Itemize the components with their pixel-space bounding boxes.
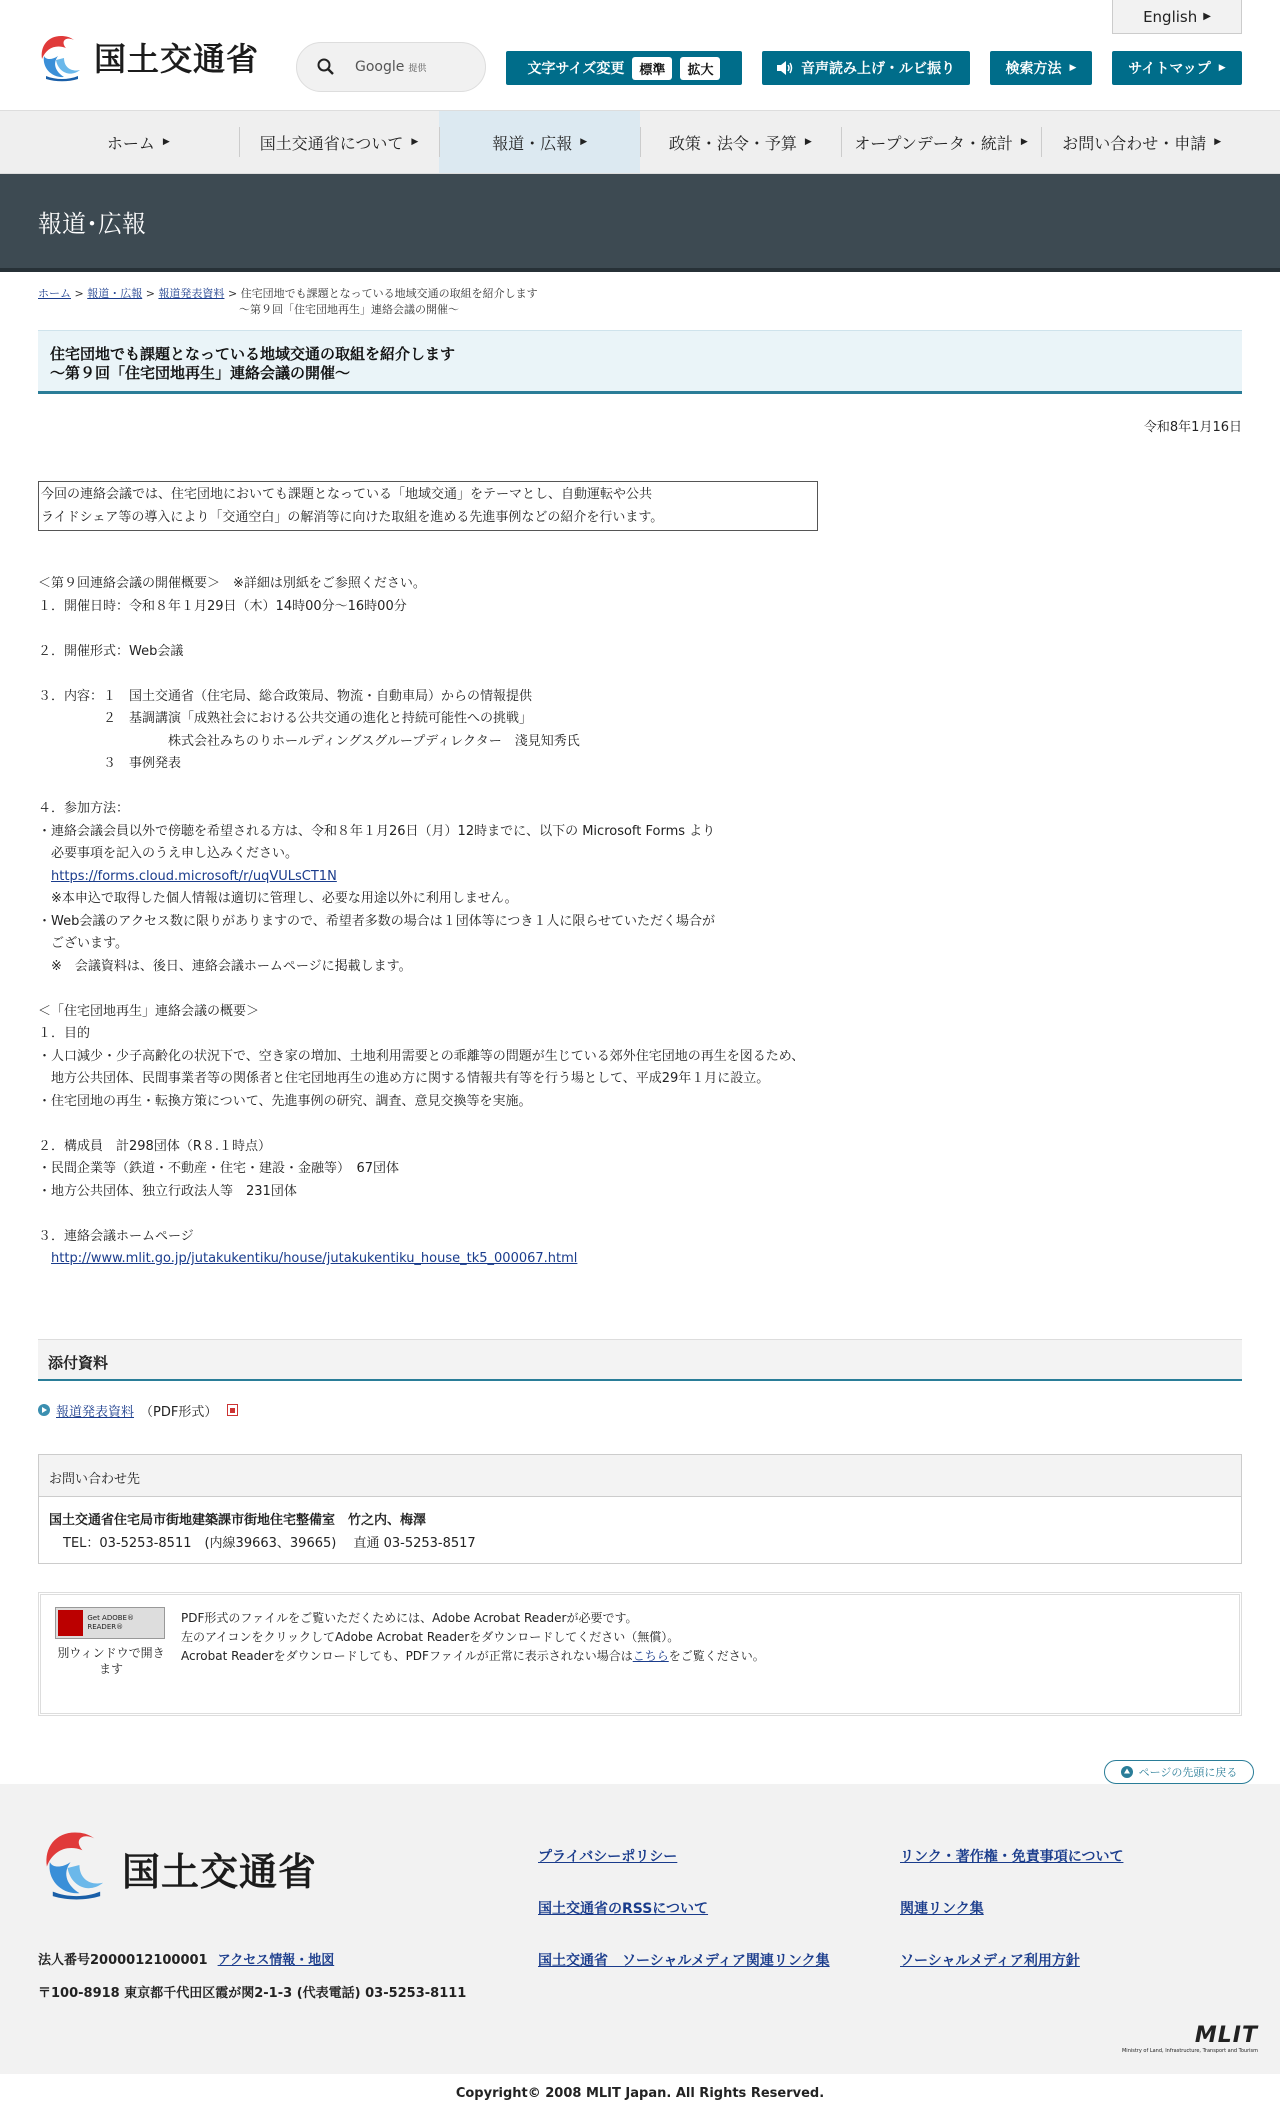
breadcrumb-releases-link[interactable]: 報道発表資料: [158, 287, 225, 300]
attachment-item: [38, 1401, 1242, 1420]
attachment-link[interactable]: 報道発表資料: [56, 1404, 135, 1420]
sitemap-button[interactable]: [1112, 51, 1242, 85]
body-section-overview: ＜第９回連絡会議の開催概要＞ ※詳細は別紙をご参照ください。 １．開催日時：令和８年１月29日（木）14時00分～16時00分 ２．開催形式：Web会議 ３．内容：１ 国土交通省（住宅局、総合政策局、物流・自動車局）からの情報提供 ２ 基調講演「成熟社会における公共交通の進化と持続可能性への挑戦」 株式会社みちのりホールディングスグループディレクター 淺見知秀氏 ３ 事例発表 ４．参加方法： ・連絡会議会員以外で傍聴を希望される方は、令和８年１月26日（月）12時までに、以下の Microsoft Forms より 必要事項を記入のうえ申し込みください。: [38, 576, 716, 861]
social-media-policy-link[interactable]: ソーシャルメディア利用方針: [900, 1953, 1080, 1969]
triangle-right-icon: ▶: [804, 137, 812, 147]
mlit-wordmark: [1122, 2023, 1258, 2054]
contact-org: 国土交通省住宅局市街地建築課市街地住宅整備室 竹之内、梅澤: [49, 1512, 427, 1528]
triangle-right-icon: ▶: [580, 137, 588, 147]
nav-item-about[interactable]: [239, 111, 440, 173]
footer-address: 〒100-8918 東京都千代田区霞が関2-1-3 (代表電話) 03-5253-8111: [38, 1986, 467, 2001]
mlit-logo-icon: [36, 32, 86, 82]
nav-label: 国土交通省について: [259, 133, 404, 153]
breadcrumb-press-link[interactable]: 報道・広報: [87, 287, 143, 300]
corporate-number: 法人番号2000012100001: [38, 1953, 208, 1968]
back-to-top-label: ページの先頭に戻る: [1138, 1766, 1238, 1779]
new-window-note: 別ウィンドウで開きます: [57, 1645, 165, 1676]
footer-links: [538, 1846, 1200, 1972]
search-placeholder: Google: [355, 59, 405, 75]
adobe-line3-post: をご覧ください。: [668, 1648, 765, 1663]
contact-box: [38, 1454, 1242, 1564]
font-size-standard-button[interactable]: 標準: [632, 57, 672, 80]
adobe-badge-text: Get ADOBE® READER®: [87, 1613, 134, 1631]
english-button[interactable]: [1112, 0, 1242, 34]
breadcrumb: [38, 286, 1242, 318]
nav-item-press[interactable]: [439, 111, 640, 173]
font-size-large-button[interactable]: 拡大: [680, 57, 720, 80]
release-date: 令和8年1月16日: [1143, 420, 1242, 435]
read-aloud-label: 音声読み上げ・ルビ振り: [801, 61, 955, 77]
summary-line1: 今回の連絡会議では、住宅団地においても課題となっている「地域交通」をテーマとし、自動運転や公共: [41, 487, 653, 502]
forms-link[interactable]: https://forms.cloud.microsoft/r/uqVULsCT1N: [51, 868, 337, 884]
font-size-label: 文字サイズ変更: [527, 61, 625, 77]
section-banner: [0, 174, 1280, 272]
mlit-logo-icon: [38, 1826, 112, 1910]
logo-text: 国土交通省: [94, 40, 260, 78]
article-body: [38, 573, 1242, 1271]
related-links-link[interactable]: 関連リンク集: [900, 1901, 984, 1917]
triangle-right-icon: ▶: [1203, 11, 1211, 22]
pdf-icon: [227, 1404, 238, 1416]
triangle-right-icon: ▶: [1214, 137, 1222, 147]
rss-link[interactable]: 国土交通省のRSSについて: [538, 1901, 709, 1917]
font-size-control: [506, 51, 742, 85]
copyright-disclaimer-link[interactable]: リンク・著作権・免責事項について: [900, 1849, 1124, 1865]
body-section-details: ※本申込で取得した個人情報は適切に管理し、必要な用途以外に利用しません。 ・Web会議のアクセス数に限りがありますので、希望者多数の場合は１団体等につき１人に限らせていただく場合が ございます。 ※ 会議資料は、後日、連絡会議ホームページに掲載します。 ＜「住宅団地再生」連絡会議の概要＞ １．目的 ・人口減少・少子高齢化の状況下で、空き家の増加、土地利用需要との乖離等の問題が生じている郊外住宅団地の再生を図るため、 地方公共団体、民間事業者等の関係者と住宅団地再生の進め方に関する情報共有等を行う場として、平成29年１月に設立。 ・住宅団地の再生・転換方策について、先進事例の研究、調査、意見交換等を実施。 ２．構成員 計298団体（R８.１時点） ・民間企業等（鉄道・不動産・住宅・建設・金融等） 67団体 ・地方公共団体、独立行政法人等 231団体 ３．連絡会議ホームページ: [38, 891, 805, 1244]
site-logo[interactable]: [36, 32, 259, 82]
breadcrumb-current: 住宅団地でも課題となっている地域交通の取組を紹介します: [240, 287, 538, 300]
summary-line2: ライドシェア等の導入により「交通空白」の解消等に向けた取組を進める先進事例などの紹介を行います。: [41, 510, 664, 525]
adobe-line3-pre: Acrobat Readerをダウンロードしても、PDFファイルが正常に表示されない場合は: [181, 1648, 633, 1663]
circle-arrow-icon: [38, 1404, 50, 1416]
speaker-icon: [777, 61, 793, 75]
search-box[interactable]: [296, 42, 486, 92]
global-nav: [0, 110, 1280, 174]
english-label: English: [1143, 7, 1198, 26]
nav-item-home[interactable]: [38, 111, 239, 173]
site-footer: [0, 1784, 1280, 2074]
adobe-reader-icon: [58, 1610, 83, 1636]
footer-info: [38, 1944, 466, 2010]
page-title: [38, 330, 1242, 394]
search-provider-note: 提供: [408, 64, 427, 74]
nav-item-policy[interactable]: [640, 111, 841, 173]
banner-title: 報道･広報: [38, 209, 146, 238]
mlit-sub-text: Ministry of Land, Infrastructure, Transport and Tourism: [1121, 2048, 1258, 2054]
adobe-line1: PDF形式のファイルをご覧いただくためには、Adobe Acrobat Readerが必要です。: [181, 1610, 638, 1625]
get-adobe-reader-button[interactable]: [55, 1607, 165, 1639]
privacy-policy-link[interactable]: プライバシーポリシー: [538, 1849, 678, 1865]
nav-item-opendata[interactable]: [841, 111, 1042, 173]
homepage-link[interactable]: http://www.mlit.go.jp/jutakukentiku/house/jutakukentiku_house_tk5_000067.html: [51, 1251, 578, 1266]
breadcrumb-separator: >: [227, 287, 238, 300]
back-to-top-button[interactable]: [1104, 1760, 1254, 1784]
search-icon: [317, 58, 335, 76]
copyright: Copyright© 2008 MLIT Japan. All Rights Reserved.: [455, 2086, 825, 2101]
footer-logo-text: 国土交通省: [122, 1849, 318, 1894]
triangle-right-icon: ▶: [411, 137, 419, 147]
social-media-links-link[interactable]: 国土交通省 ソーシャルメディア関連リンク集: [538, 1953, 830, 1969]
search-input[interactable]: [355, 59, 426, 75]
nav-label: ホーム: [106, 133, 155, 153]
adobe-reader-box: [38, 1592, 1242, 1716]
arrow-up-circle-icon: [1121, 1766, 1133, 1778]
adobe-help-link[interactable]: こちら: [632, 1648, 669, 1663]
read-aloud-button[interactable]: [762, 51, 970, 85]
site-header: [0, 0, 1280, 110]
access-map-link[interactable]: アクセス情報・地図: [217, 1953, 335, 1968]
adobe-line2: 左のアイコンをクリックしてAdobe Acrobat Readerをダウンロードしてください（無償）。: [181, 1629, 680, 1644]
nav-item-contact[interactable]: [1041, 111, 1242, 173]
nav-label: 政策・法令・予算: [668, 133, 797, 153]
sitemap-label: サイトマップ: [1128, 61, 1211, 77]
page-title-line2: ～第９回「住宅団地再生」連絡会議の開催～: [50, 364, 351, 382]
contact-tel: TEL：03-5253-8511 (内線39663、39665) 直通 03-5253-8517: [63, 1535, 476, 1551]
mlit-mark-text: MLIT: [1194, 2023, 1258, 2048]
search-method-label: 検索方法: [1005, 61, 1062, 77]
nav-label: オープンデータ・統計: [854, 133, 1013, 153]
attachment-format: （PDF形式）: [140, 1404, 218, 1420]
breadcrumb-home-link[interactable]: ホーム: [38, 287, 71, 300]
contact-heading: お問い合わせ先: [39, 1455, 1241, 1497]
breadcrumb-separator: >: [74, 287, 84, 300]
triangle-right-icon: ▶: [162, 137, 170, 147]
nav-label: お問い合わせ・申請: [1062, 133, 1207, 153]
page-title-line1: 住宅団地でも課題となっている地域交通の取組を紹介します: [50, 345, 456, 363]
breadcrumb-separator: >: [145, 287, 155, 300]
nav-label: 報道・広報: [492, 133, 573, 153]
main-content: [0, 286, 1280, 1716]
triangle-right-icon: ▶: [1069, 63, 1077, 73]
triangle-right-icon: ▶: [1020, 137, 1028, 147]
triangle-right-icon: ▶: [1218, 63, 1226, 73]
footer-logo[interactable]: [38, 1826, 317, 1910]
search-method-button[interactable]: [990, 51, 1092, 85]
summary-box: [38, 481, 818, 531]
attachments-heading: 添付資料: [38, 1339, 1242, 1381]
breadcrumb-current-line2: ～第９回「住宅団地再生」連絡会議の開催～: [239, 303, 459, 316]
